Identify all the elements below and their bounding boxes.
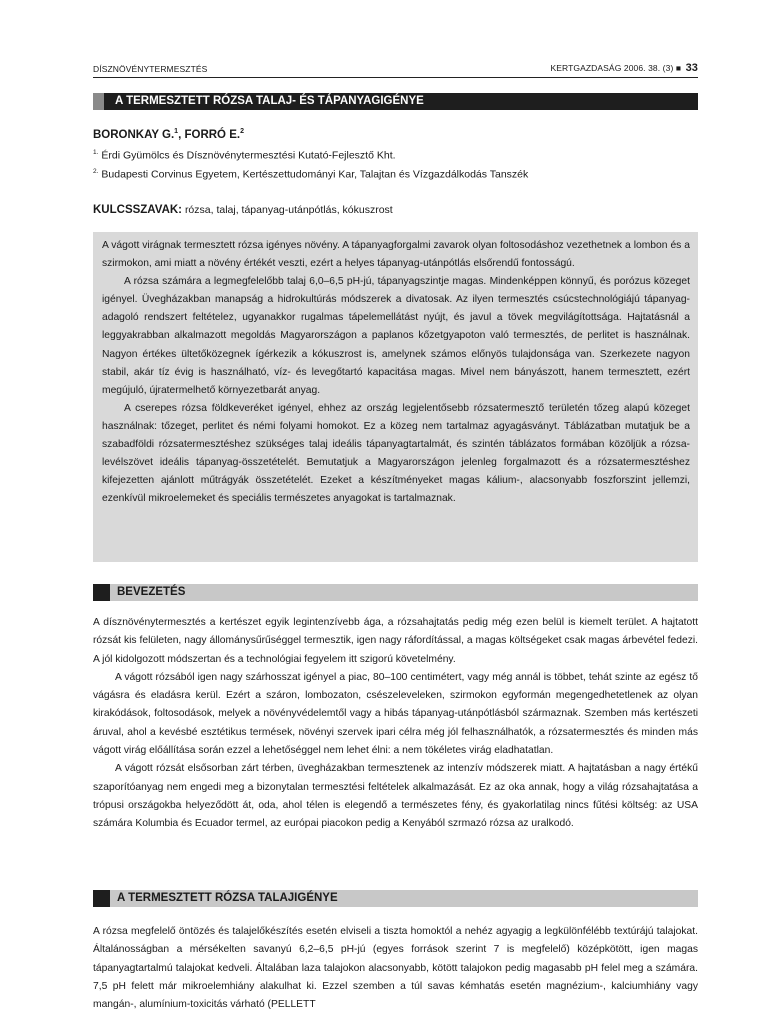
section-heading-bar	[93, 890, 698, 907]
title-bar-tab	[93, 93, 104, 110]
author-affiliation-marker: 2	[240, 128, 244, 135]
abstract-paragraph: A cserepes rózsa földkeveréket igényel, ehhez az ország legjelentősebb rózsatermesztő területén tőzeg alapú közeget használnak: tőzeget, perlitet és némi folyami homokot. Ez a közeg nem tartalmaz agyagásványt. Táblázatban mutatjuk be a szabadföldi rózsatermesztéshez szükséges talaj ideális tápanyagtartalmát, és szintén táblázatos formában közöljük a rózsa-levélszövet ideális tápanyag-összetételét. Bemutatjuk a Magyarországon jelenleg forgalmazott és a rózsatermesztéshez kifejezetten ajánlott műtrágyák összetételét. Ezeket a készítményeket magas kálium-, alacsonyabb foszforszint jellemzi, ezenkívül mikroelemeket és speciális természetes anyagokat is tartalmaznak.	[102, 402, 690, 505]
keywords-label: KULCSSZAVAK:	[93, 204, 183, 216]
running-header	[93, 62, 698, 76]
article-title-bar	[93, 93, 698, 110]
abstract-paragraph: A rózsa számára a legmegfelelőbb talaj 6,0–6,5 pH-jú, tápanyagszintje magas. Mindenképpen könnyű, és porózus közeget igényel. Üvegházakban manapság a hidrokultúrás módszerek a divatosak. Az ilyen termesztés csúcstechnológiájú tápanyag-adagoló rendszert feltételez, ugyanakkor rugalmas tápelemellátást nyújt, és javul a tövek megvilágítottsága. Hajtatásnál a leggyakrabban alkalmazott megoldás Magyarországon a paplanos kőzetgyapoton való termesztés, de perlitet is használnak. Nagyon értékes ültetőközegnek ígérkezik a kókuszrost is, amelynek számos előnyös tulajdonsága van. Szerkezete nagyon stabil, akár tíz évig is használható, víz- és levegőtartó kapacitása magas. Mivel nem bányászott, hanem termesztett, ezért megújuló, újratermelhető környezetbarát anyag.	[102, 276, 690, 396]
journal-section-label: DÍSZNÖVÉNYTERMESZTÉS	[93, 64, 208, 74]
body-paragraph: A dísznövénytermesztés a kertészet egyik legintenzívebb ága, a rózsahajtatás pedig még ezen belül is kiemelt terület. A hajtatott rózsát kis felületen, nagy állománysűrűséggel termesztik, igen nagy ráfordítással, a magas költségeket csak magas árbevétel fedezi. A jól kidolgozott módszertan és a technológiai fegyelem itt szigorú követelmény.	[93, 617, 698, 665]
body-paragraph: A vágott rózsából igen nagy szárhosszat igényel a piac, 80–100 centimétert, vagy még annál is többet, tehát szinte az egész tő vágásra és eladásra kerül. Ezért a száron, lombozaton, csészeleveleken, szirmokon egyformán megengedhetetlenek az olyan kirakódások, foltosodások, melyek a növényvédelemtől vagy a hibás tápanyag-utánpótlásból származnak. Szemben más kertészeti áruval, ahol a kevésbé esztétikus termések, növényi szervek ipari célra még jól felhasználhatók, a rózsatermesztés és minden más vágott virág előállítása során ezzel a lehetőséggel nem lehet élni: a nem tökéletes virág eladhatatlan.	[93, 671, 698, 757]
affiliation	[93, 168, 528, 181]
journal-citation	[550, 62, 698, 74]
keywords-text: rózsa, talaj, tápanyag-utánpótlás, kókuszrost	[184, 204, 393, 216]
affiliation	[93, 149, 396, 162]
section-heading: A TERMESZTETT RÓZSA TALAJIGÉNYE	[117, 892, 338, 904]
section-heading-bar	[93, 584, 698, 601]
affiliation-text: Érdi Gyümölcs és Dísznövénytermesztési Kutató-Fejlesztő Kht.	[101, 149, 396, 162]
author-list: BORONKAY G.$^1$, FORRÓ E.$^2$	[93, 128, 244, 141]
page-number: 33	[685, 62, 698, 74]
author-affiliation-marker: 1	[174, 128, 179, 135]
abstract	[102, 237, 690, 508]
page-marker: ■	[675, 63, 682, 73]
section-heading-tab	[93, 890, 110, 907]
affiliation-marker: 2.	[93, 168, 99, 175]
section-heading-tab	[93, 584, 110, 601]
author-name: FORRÓ E.	[184, 128, 241, 141]
abstract-paragraph: A vágott virágnak termesztett rózsa igényes növény. A tápanyagforgalmi zavarok olyan foltosodáshoz vezethetnek a lombon és a szirmokon, ami miatt a növény értékét veszti, ezért a helyes tápanyag-utánpótlás elsőrendű fontosságú.	[102, 240, 690, 270]
affiliation-marker: 1.	[93, 149, 99, 156]
section-body	[93, 923, 698, 1014]
header-rule	[93, 77, 698, 78]
keywords-line	[93, 204, 393, 216]
article-title: A TERMESZTETT RÓZSA TALAJ- ÉS TÁPANYAGIGÉNYE	[115, 95, 424, 107]
section-heading: BEVEZETÉS	[117, 586, 186, 598]
section-body	[93, 614, 698, 834]
body-paragraph: A rózsa megfelelő öntözés és talajelőkészítés esetén elviseli a tiszta homoktól a nehéz agyagig a legkülönfélébb textúrájú talajokat. Általánosságban a mérsékelten savanyú 6,2–6,5 pH-jú (egyes források szerint 7 is megfelelő) középkötött, igen magas tápanyagtartalmú talajokat kedveli. Általában laza talajokon alacsonyabb, kötött talajokon pedig magasabb pH felel meg a számára. 7,5 pH felett már mikroelemhiány alakulhat ki. Ezzel szemben a túl savas kémhatás esetén magnézium-, kalciumhiány vagy mangán-, alumínium-toxicitás várható (PELLETT	[93, 926, 698, 1011]
journal-name: KERTGAZDASÁG 2006. 38. (3)	[550, 63, 674, 73]
body-paragraph: A vágott rózsát elsősorban zárt térben, üvegházakban termesztenek az intenzív módszerek miatt. A hajtatásban a nagy értékű szaporítóanyag nem engedi meg a bizonytalan termesztési feltételek alkalmazását. Ez az oka annak, hogy a világ rózsahajtatása a trópusi országokba helyeződött át, oda, ahol télen is elegendő a természetes fény, és gyakorlatilag nincs fűtési költség: az USA számára Kolumbia és Ecuador termel, az európai piacokon pedig a Kenyából szrmazó rózsa az uralkodó.	[93, 763, 698, 830]
author-name: BORONKAY G.	[93, 128, 175, 141]
affiliation-text: Budapesti Corvinus Egyetem, Kertészettudományi Kar, Talajtan és Vízgazdálkodás Tanszék	[101, 168, 529, 181]
